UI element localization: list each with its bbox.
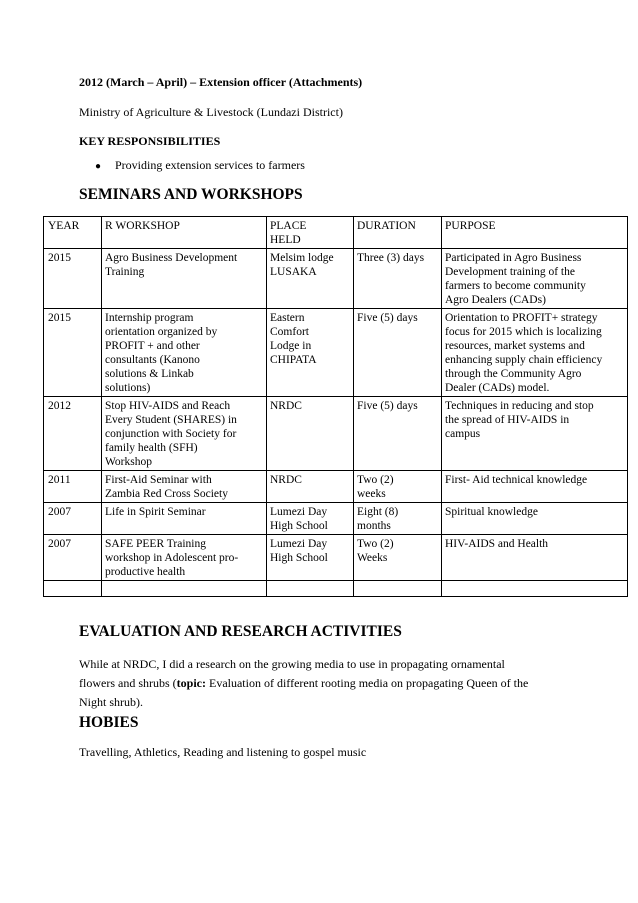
evaluation-line: flowers and shrubs (topic: Evaluation of different rooting media on propagating Queen of the [79,676,529,690]
cell-empty [442,581,628,597]
cell-duration: Eight (8) months [354,503,442,535]
cell-place: NRDC [267,397,354,471]
cell-workshop: Life in Spirit Seminar [102,503,267,535]
table-row [44,535,628,581]
cell-duration: Two (2) Weeks [354,535,442,581]
cell-workshop: Internship program orientation organized by PROFIT + and other consultants (Kanono solutions & Linkab solutions) [102,309,267,397]
cell-workshop: Agro Business Development Training [102,249,267,309]
cell-duration: Two (2) weeks [354,471,442,503]
cell-year: 2015 [44,249,102,309]
table-empty-row [44,581,628,597]
cell-place: Eastern Comfort Lodge in CHIPATA [267,309,354,397]
cell-purpose: Participated in Agro Business Development training of the farmers to become community Agro Dealers (CADs) [442,249,628,309]
header-workshop: R WORKSHOP [102,217,267,249]
cell-workshop: First-Aid Seminar with Zambia Red Cross Society [102,471,267,503]
responsibility-text: Providing extension services to farmers [115,158,305,172]
cell-workshop: SAFE PEER Training workshop in Adolescent pro- productive health [102,535,267,581]
header-place: PLACE HELD [267,217,354,249]
cell-purpose: HIV-AIDS and Health [442,535,628,581]
job-year: 2012 [79,75,103,89]
hobbies-text: Travelling, Athletics, Reading and listening to gospel music [79,745,367,759]
table-row [44,397,628,471]
cell-duration: Five (5) days [354,309,442,397]
cell-empty [44,581,102,597]
header-duration: DURATION [354,217,442,249]
seminars-heading: SEMINARS AND WORKSHOPS [79,186,303,203]
cell-purpose: Techniques in reducing and stop the spread of HIV-AIDS in campus [442,397,628,471]
table-row [44,309,628,397]
cell-year: 2007 [44,535,102,581]
cell-year: 2015 [44,309,102,397]
job-title-line [79,75,362,90]
job-title: (March – April) – Extension officer (Attachments) [106,75,363,89]
responsibilities-heading: KEY RESPONSIBILITIES [79,134,221,148]
cell-place: Lumezi Day High School [267,535,354,581]
header-purpose: PURPOSE [442,217,628,249]
job-employer: Ministry of Agriculture & Livestock (Lundazi District) [79,105,343,119]
cell-place: Melsim lodge LUSAKA [267,249,354,309]
cell-year: 2011 [44,471,102,503]
cell-duration: Five (5) days [354,397,442,471]
cell-duration: Three (3) days [354,249,442,309]
evaluation-paragraph [79,655,579,712]
cell-purpose: Spiritual knowledge [442,503,628,535]
cell-year: 2007 [44,503,102,535]
cell-purpose: Orientation to PROFIT+ strategy focus for 2015 which is localizing resources, market systems and enhancing supply chain efficiency through the Community Agro Dealer (CADs) model. [442,309,628,397]
topic-label: topic: [176,676,206,690]
cell-year: 2012 [44,397,102,471]
evaluation-line: Night shrub). [79,695,143,709]
evaluation-heading: EVALUATION AND RESEARCH ACTIVITIES [79,623,402,640]
cell-workshop: Stop HIV-AIDS and Reach Every Student (SHARES) in conjunction with Society for family health (SFH) Workshop [102,397,267,471]
responsibility-item [95,158,305,174]
cell-empty [354,581,442,597]
table-row [44,503,628,535]
evaluation-line: While at NRDC, I did a research on the growing media to use in propagating ornamental [79,657,505,671]
table-row [44,249,628,309]
header-year: YEAR [44,217,102,249]
bullet-icon: ● [95,161,102,172]
hobbies-heading: HOBIES [79,714,139,731]
table-row [44,471,628,503]
cell-empty [102,581,267,597]
seminars-table [43,216,628,597]
cell-empty [267,581,354,597]
cell-place: NRDC [267,471,354,503]
table-header-row [44,217,628,249]
cell-purpose: First- Aid technical knowledge [442,471,628,503]
cell-place: Lumezi Day High School [267,503,354,535]
